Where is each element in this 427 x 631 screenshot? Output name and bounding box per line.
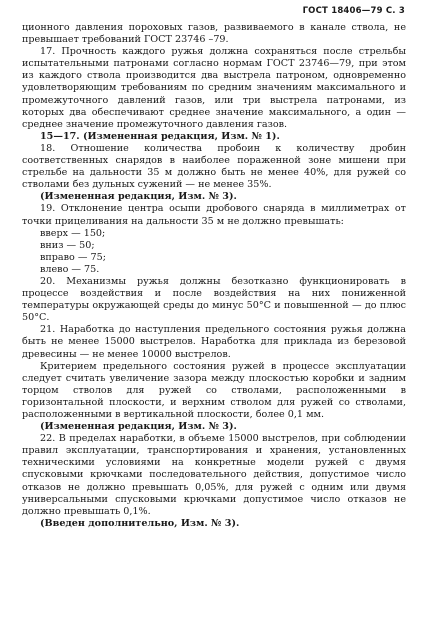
list-item: вправо — 75; — [40, 251, 106, 263]
clause-20: 20. Механизмы ружья должны безотказно функционировать в процессе воздействия и после воздействия на них пониженной температуры окружающей среды до минус 50°С и повышенной — до плюс 50°С. — [22, 275, 406, 324]
document-body — [22, 22, 406, 530]
list-item: вниз — 50; — [40, 239, 95, 251]
amendment-note: 15—17. (Измененная редакция, Изм. № 1). — [40, 130, 280, 142]
clause-21-criterion: Критерием предельного состояния ружей в процессе эксплуатации следует считать увеличение зазора между плоскостью коробки и задним торцом стволов для ружей со стволами, расположенными в горизонтальной плоскости, и верхним стволом для ружей со стволами, расположенными в вертикальной плоскости, более 0,1 мм. — [22, 360, 406, 420]
clause-21: 21. Наработка до наступления предельного состояния ружья должна быть не менее 15000 выстрелов. Наработка для приклада из березовой древесины — не менее 10000 выстрелов. — [22, 324, 406, 360]
clause-18: 18. Отношение количества пробоин к количеству дробин соответственных снарядов в наиболее пораженной зоне мишени при стрельбе на дальности 35 м должно быть не менее 40%, для ружей со стволами без дульных сужений — не менее 35%. — [22, 142, 406, 191]
clause-17: 17. Прочность каждого ружья должна сохраняться после стрельбы испытательными патронами согласно нормам ГОСТ 23746—79, при этом из каждого ствола производится два выстрела патроном, одновременно удовлетворяющим требованиям по средним значениям максимального и промежуточного давлений газов, или три выстрела патронами, из которых два обеспечивают среднее значение максимального, а один — среднее значение промежуточного давления газов. — [22, 46, 406, 130]
amendment-note: (Измененная редакция, Изм. № 3). — [40, 421, 237, 433]
list-item: вверх — 150; — [40, 227, 106, 239]
amendment-note: (Введен дополнительно, Изм. № 3). — [40, 517, 240, 529]
paragraph-continuation: ционного давления пороховых газов, развиваемого в канале ствола, не превышает требований ГОСТ 23746 –79. — [22, 22, 406, 46]
list-item: влево — 75. — [40, 263, 100, 275]
clause-22: 22. В пределах наработки, в объеме 15000 выстрелов, при соблюдении правил эксплуатации, транспортирования и хранения, установленных техническими условиями на конкретные модели ружей с двумя спусковыми крючками последовательного действия, допустимое число отказов не должно превышать 0,05%, для ружей с одним или двумя универсальными спусковыми крючками допустимое число отказов не должно превышать 0,1%. — [22, 433, 406, 517]
running-head: ГОСТ 18406—79 С. 3 — [302, 6, 405, 16]
amendment-note: (Измененная редакция, Изм. № 3). — [40, 191, 237, 203]
clause-19: 19. Отклонение центра осыпи дробового снаряда в миллиметрах от точки прицеливания на дальности 35 м не должно превышать: — [22, 203, 406, 227]
